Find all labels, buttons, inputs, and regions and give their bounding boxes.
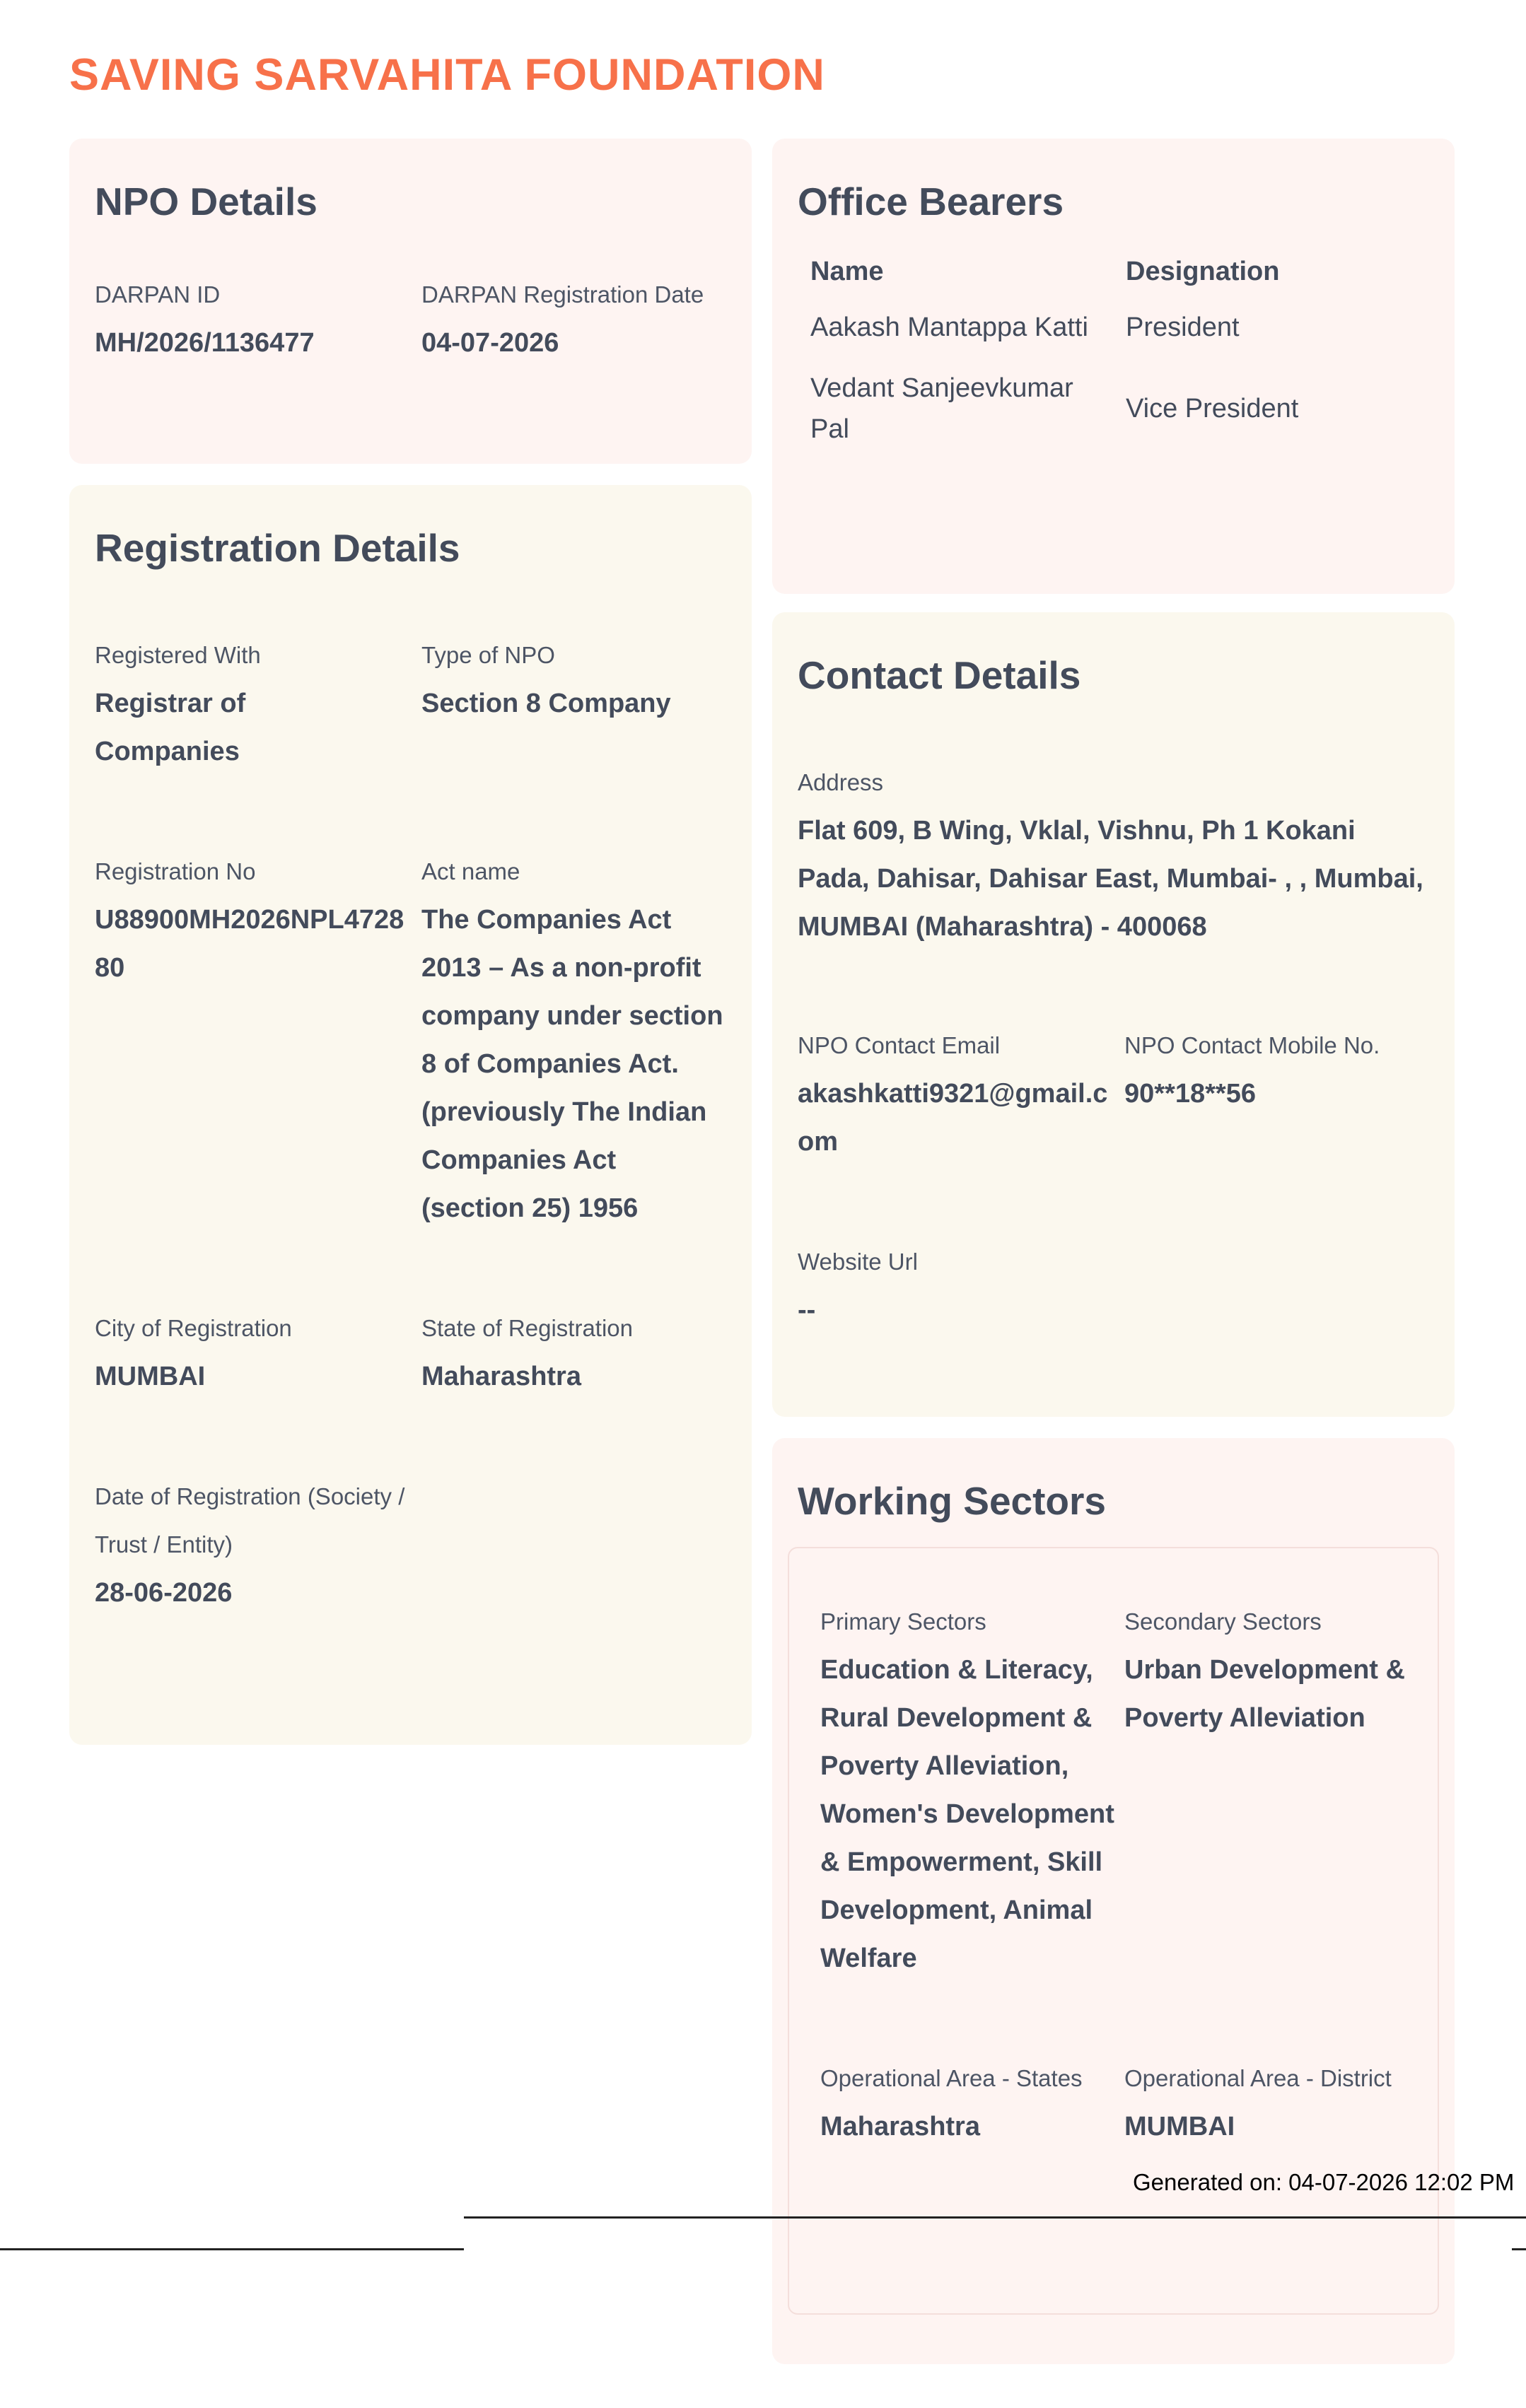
contact-details-title: Contact Details [798,653,1081,697]
npo-details-card [69,139,752,464]
bearer-name: Vedant Sanjeevkumar Pal [810,373,1073,444]
operational-district-value: MUMBAI [1124,2112,1235,2141]
footer-divider-edge [1512,2248,1526,2250]
date-of-registration-label: Date of Registration (Society / Trust / Entity) [95,1483,405,1557]
sectors-inner-box [788,1547,1439,2315]
table-row [798,358,1429,460]
registered-with-value: Registrar of Companies [95,689,246,766]
name-column-header: Name [810,257,884,286]
bearer-designation: President [1126,312,1240,342]
npo-type-label: Type of NPO [421,642,555,668]
registration-details-card [69,485,752,1745]
table-row [798,297,1429,358]
working-sectors-title: Working Sectors [798,1479,1107,1523]
date-of-registration-value: 28-06-2026 [95,1578,233,1608]
generated-on-text: Generated on: 04-07-2026 12:02 PM [1133,2169,1515,2195]
state-of-registration-label: State of Registration [421,1315,633,1341]
primary-sectors-value: Education & Literacy, Rural Development & Poverty Alleviation, Women's Development & Empowerment, Skill Development, Animal Welfare [820,1655,1114,1973]
npo-details-title: NPO Details [95,180,318,223]
city-of-registration-value: MUMBAI [95,1362,206,1391]
working-sectors-card [772,1438,1455,2364]
contact-details-card [772,612,1455,1417]
operational-states-value: Maharashtra [820,2112,980,2141]
secondary-sectors-value: Urban Development & Poverty Alleviation [1124,1655,1405,1733]
registration-no-label: Registration No [95,858,256,884]
darpan-reg-date-label: DARPAN Registration Date [421,281,704,308]
secondary-sectors-label: Secondary Sectors [1124,1608,1322,1635]
act-name-value: The Companies Act 2013 – As a non-profit company under section 8 of Companies Act. (previously The Indian Companies Act (section 25) 1956 [421,905,723,1223]
bearer-designation: Vice President [1126,394,1299,423]
table-header-row [798,247,1429,297]
address-value: Flat 609, B Wing, Vklal, Vishnu, Ph 1 Kokani Pada, Dahisar, Dahisar East, Mumbai- , , Mumbai, MUMBAI (Maharashtra) - 400068 [798,816,1423,942]
city-of-registration-label: City of Registration [95,1315,292,1341]
footer-divider-left [0,2248,464,2250]
contact-email-label: NPO Contact Email [798,1032,1001,1058]
darpan-id-label: DARPAN ID [95,281,221,308]
primary-sectors-label: Primary Sectors [820,1608,986,1635]
npo-type-value: Section 8 Company [421,689,671,718]
bearer-name: Aakash Mantappa Katti [810,312,1088,342]
contact-mobile-label: NPO Contact Mobile No. [1124,1032,1380,1058]
operational-states-label: Operational Area - States [820,2065,1083,2091]
office-bearers-table [798,247,1429,460]
office-bearers-title: Office Bearers [798,180,1064,223]
footer-divider-right [464,2216,1526,2219]
registration-details-title: Registration Details [95,526,460,570]
designation-column-header: Designation [1126,257,1280,286]
registered-with-label: Registered With [95,642,261,668]
darpan-reg-date-value: 04-07-2026 [421,328,559,358]
address-label: Address [798,769,884,795]
act-name-label: Act name [421,858,520,884]
registration-no-value: U88900MH2026NPL472880 [95,905,404,983]
state-of-registration-value: Maharashtra [421,1362,581,1391]
contact-mobile-value: 90**18**56 [1124,1079,1256,1109]
office-bearers-card [772,139,1455,594]
organization-name: SAVING SARVAHITA FOUNDATION [69,50,825,100]
operational-district-label: Operational Area - District [1124,2065,1392,2091]
contact-email-value[interactable]: akashkatti9321@gmail.com [798,1079,1108,1157]
darpan-id-value: MH/2026/1136477 [95,328,315,358]
website-url-value: -- [798,1295,816,1325]
website-url-label: Website Url [798,1249,918,1275]
